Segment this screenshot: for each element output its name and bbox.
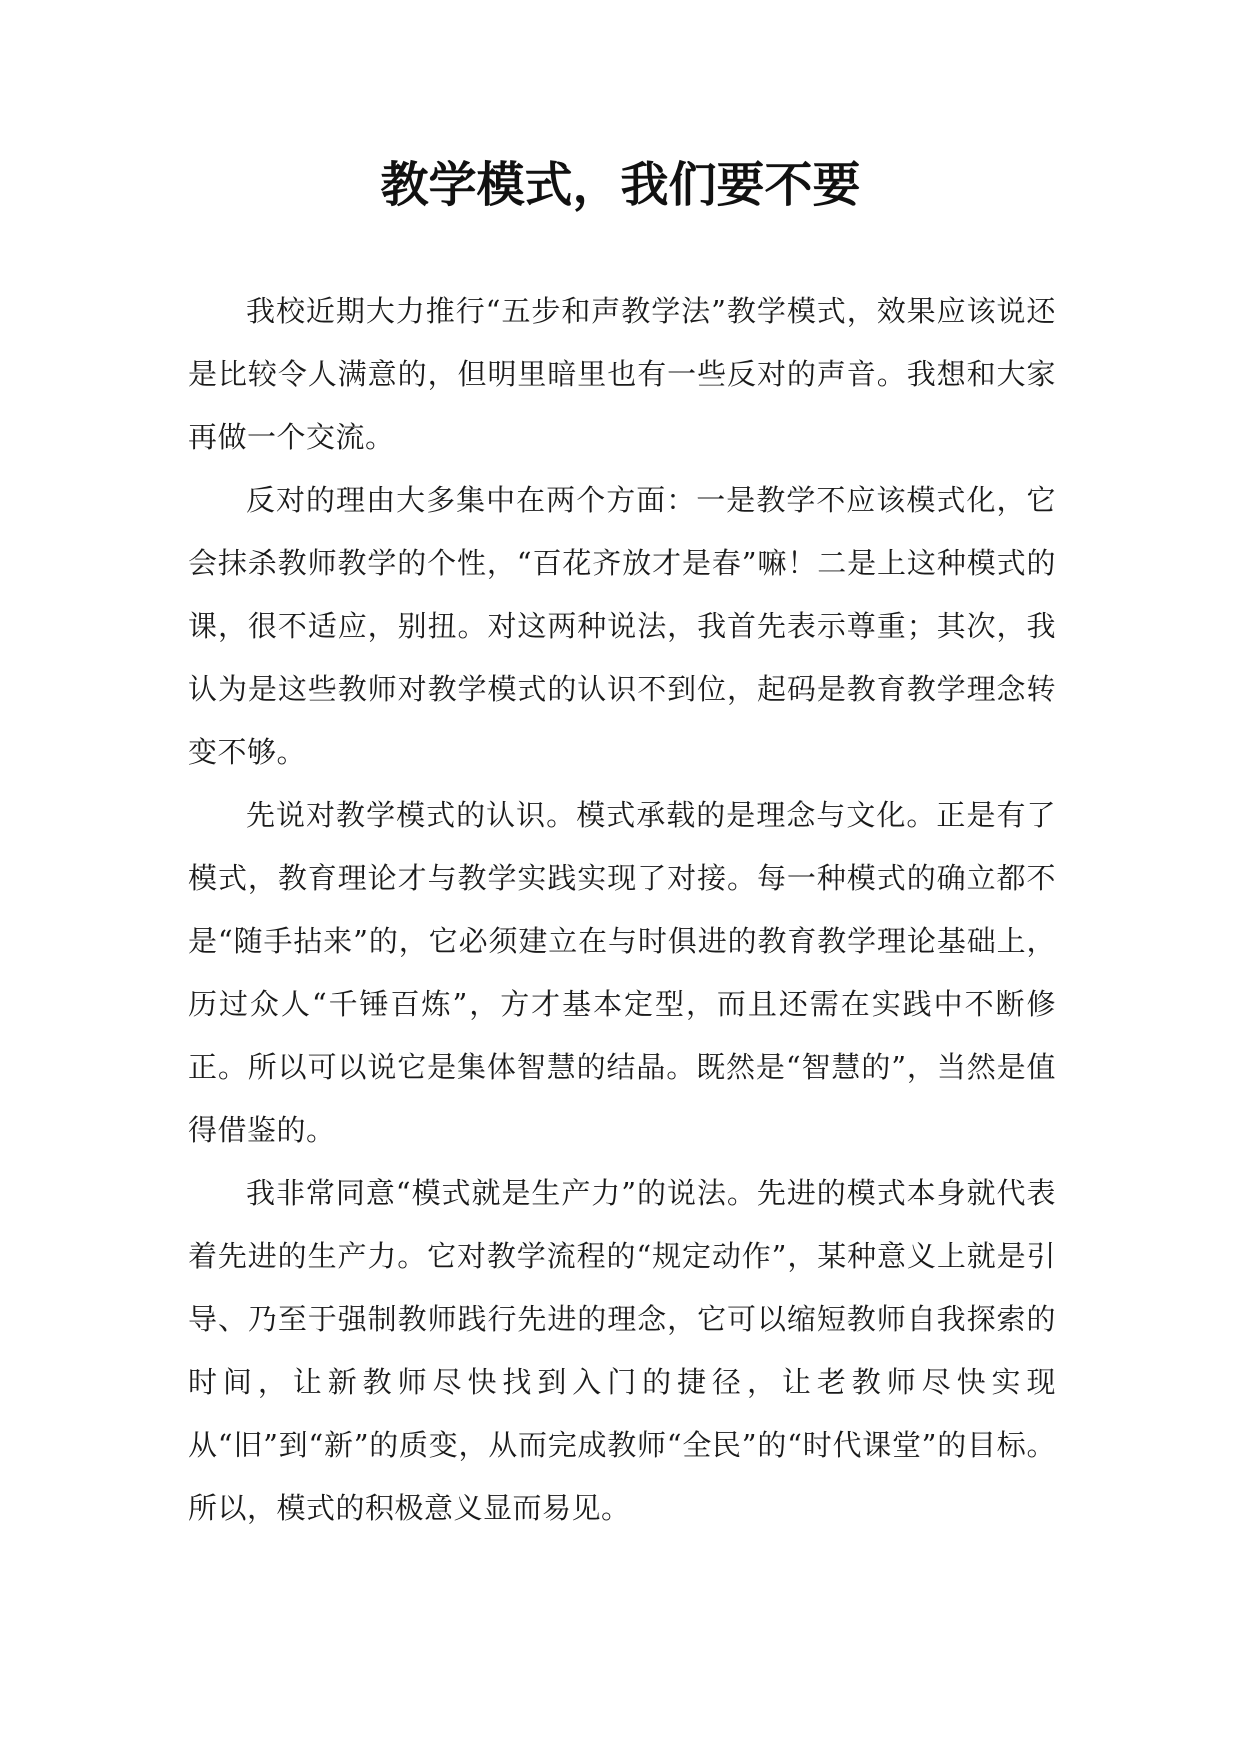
- paragraph-3: 先说对教学模式的认识。模式承载的是理念与文化。正是有了模式，教育理论才与教学实践实现了对接。每一种模式的确立都不是“随手拈来”的，它必须建立在与时俱进的教育教学理论基础上，历过众人“千锤百炼”，方才基本定型，而且还需在实践中不断修正。所以可以说它是集体智慧的结晶。既然是“智慧的”，当然是值得借鉴的。: [188, 798, 1056, 1147]
- document-body: [188, 280, 1056, 1540]
- paragraph-4: 我非常同意“模式就是生产力”的说法。先进的模式本身就代表着先进的生产力。它对教学流程的“规定动作”，某种意义上就是引导、乃至于强制教师践行先进的理念，它可以缩短教师自我探索的时间，让新教师尽快找到入门的捷径，让老教师尽快实现从“旧”到“新”的质变，从而完成教师“全民”的“时代课堂”的目标。所以，模式的积极意义显而易见。: [188, 1176, 1056, 1525]
- paragraph-2: 反对的理由大多集中在两个方面：一是教学不应该模式化，它会抹杀教师教学的个性，“百花齐放才是春”嘛！二是上这种模式的课，很不适应，别扭。对这两种说法，我首先表示尊重；其次，我认为是这些教师对教学模式的认识不到位，起码是教育教学理念转变不够。: [188, 483, 1056, 769]
- document-title: 教学模式，我们要不要: [380, 157, 861, 213]
- paragraph-1: 我校近期大力推行“五步和声教学法”教学模式，效果应该说还是比较令人满意的，但明里暗里也有一些反对的声音。我想和大家再做一个交流。: [188, 294, 1056, 454]
